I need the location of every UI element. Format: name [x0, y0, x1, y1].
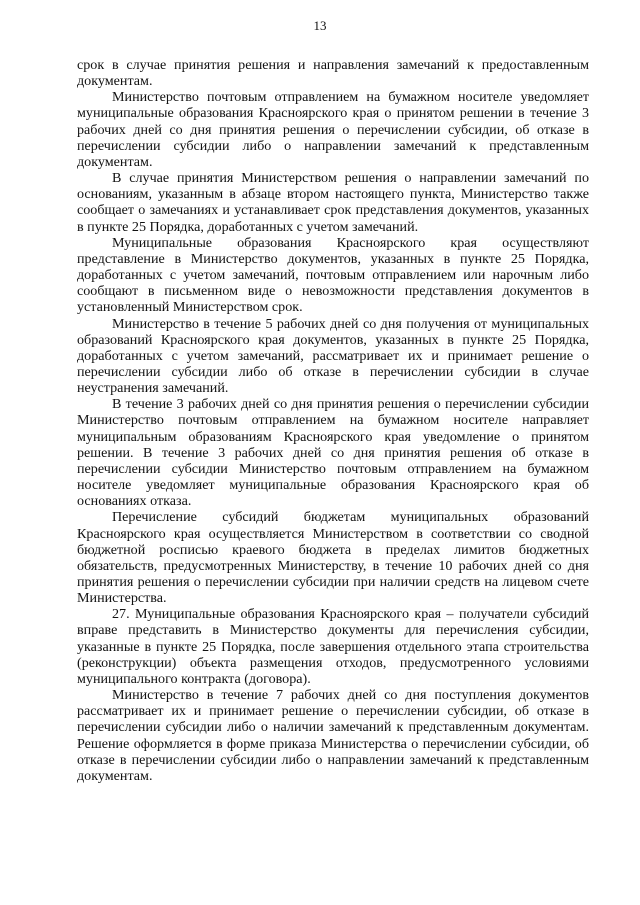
paragraph-remarks-decision: В случае принятия Министерством решения о направлении замечаний по основаниям, указанным в абзаце втором настоящего пункта, Министерство также сообщает о замечаниях и устанавливает срок представления документов, указанных в пункте 25 Порядка, доработанных с учетом замечаний.: [77, 170, 589, 235]
paragraph-item-27: 27. Муниципальные образования Красноярского края – получатели субсидий вправе представить в Министерство документы для перечисления субсидии, указанные в пункте 25 Порядка, после завершения отдельного этапа строительства (реконструкции) объекта размещения отходов, предусмотренного условиями муниципального контракта (договора).: [77, 606, 589, 687]
paragraph-seven-day-review: Министерство в течение 7 рабочих дней со дня поступления документов рассматривает их и принимает решение о перечислении субсидии, об отказе в перечислении субсидии либо о наличии замечаний к представленным документам. Решение оформляется в форме приказа Министерства о перечислении субсидии, об отказе в перечислении субсидии либо о направлении замечаний к представленным документам.: [77, 687, 589, 784]
document-body: [77, 57, 589, 784]
paragraph-continuation: срок в случае принятия решения и направления замечаний к предоставленным документам.: [77, 57, 589, 90]
paragraph-decision-notification: В течение 3 рабочих дней со дня принятия решения о перечислении субсидии Министерство почтовым отправлением на бумажном носителе направляет муниципальным образованиям Красноярского края уведомление о принятом решении. В течение 3 рабочих дней со дня принятия решения об отказе в перечислении субсидии Министерство почтовым отправлением на бумажном носителе уведомляет муниципальные образования Красноярского края об основаниях отказа.: [77, 396, 589, 510]
paragraph-ministry-notification: Министерство почтовым отправлением на бумажном носителе уведомляет муниципальные образования Красноярского края о принятом решении в течение 3 рабочих дней со дня принятия решения о перечислении субсидии, об отказе в перечислении субсидии либо о направлении замечаний к представленным документам.: [77, 89, 589, 170]
paragraph-municipal-resubmission: Муниципальные образования Красноярского края осуществляют представление в Министерство документов, указанных в пункте 25 Порядка, доработанных с учетом замечаний, почтовым отправлением или нарочным либо сообщают в письменном виде о невозможности представления документов в установленный Министерством срок.: [77, 234, 589, 316]
paragraph-subsidy-transfer: Перечисление субсидий бюджетам муниципальных образований Красноярского края осуществляется Министерством в соответствии со сводной бюджетной росписью краевого бюджета в пределах лимитов бюджетных обязательств, предусмотренных Министерству, в течение 10 рабочих дней со дня принятия решения о перечислении субсидии при наличии средств на лицевом счете Министерства.: [77, 509, 589, 607]
page-number: 13: [313, 18, 327, 33]
paragraph-review-revised-documents: Министерство в течение 5 рабочих дней со дня получения от муниципальных образований Красноярского края документов, указанных в пункте 25 Порядка, доработанных с учетом замечаний, рассматривает их и принимает решение о перечислении субсидии либо об отказе в перечислении субсидии в случае неустранения замечаний.: [77, 315, 589, 397]
